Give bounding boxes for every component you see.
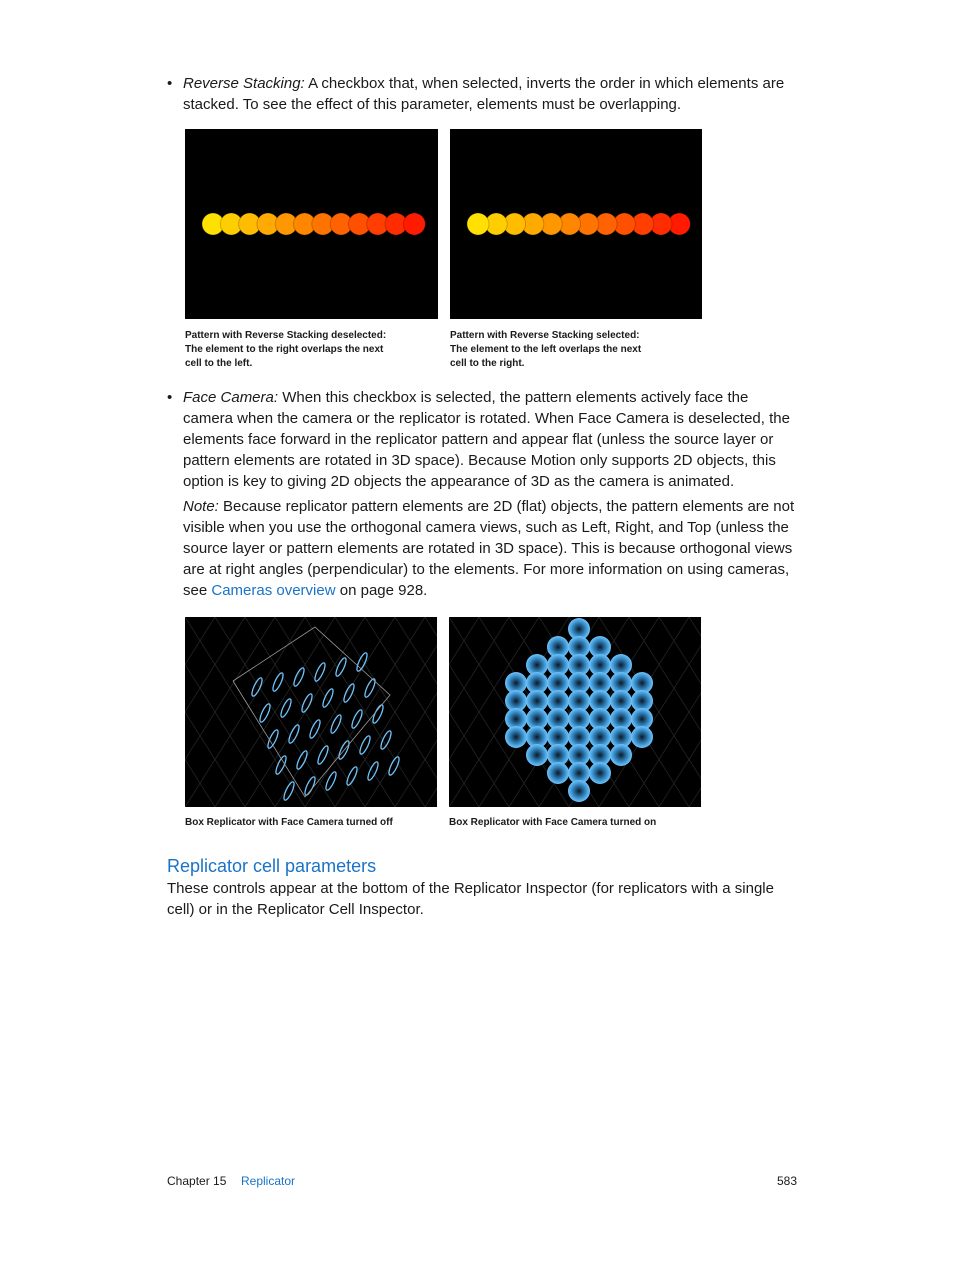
caption-line: cell to the left. (185, 358, 253, 369)
bullet-text (183, 73, 797, 115)
caption-face-camera-on: Box Replicator with Face Camera turned on (449, 817, 657, 828)
caption-line: cell to the right. (450, 358, 525, 369)
circle-row-image (450, 129, 702, 319)
caption-line: The element to the left overlaps the next (450, 344, 642, 355)
page-number: 583 (777, 1174, 798, 1188)
caption-line: Pattern with Reverse Stacking deselected: (185, 330, 387, 341)
bullet-text (183, 387, 797, 492)
replicator-circle (467, 213, 489, 235)
description-reverse-stacking: A checkbox that, when selected, inverts the order in which elements are stacked. To see the effect of this parameter, elements must be overlapping. (183, 75, 785, 113)
term-face-camera: Face Camera: (183, 389, 279, 406)
figure-face-camera-on (449, 617, 701, 807)
cameras-overview-link[interactable]: Cameras overview (211, 582, 336, 599)
caption-line: Pattern with Reverse Stacking selected: (450, 330, 640, 341)
figure-face-camera-off (185, 617, 437, 807)
section-heading: Replicator cell parameters (167, 856, 377, 876)
term-reverse-stacking: Reverse Stacking: (183, 75, 305, 92)
box-replicator-spheres-image (449, 617, 701, 807)
note-text: Because replicator pattern elements are 2D (flat) objects, the pattern elements are not visible when you use the orthogonal camera views, such as Left, Right, and Top (unless the source layer or pattern elements are rotated in 3D space). This is because orthogonal views are at right angles (perpendicular) to the elements. For more information on using cameras, see (183, 498, 795, 599)
figure-reverse-stacking-on (450, 129, 702, 319)
bullet-dot: • (167, 389, 173, 406)
caption-face-camera-off: Box Replicator with Face Camera turned off (185, 817, 393, 828)
footer-chapter-title-link[interactable]: Replicator (241, 1174, 296, 1188)
note-block (183, 496, 797, 601)
figure-reverse-stacking-off (185, 129, 438, 319)
description-face-camera: When this checkbox is selected, the pattern elements actively face the camera when the camera or the replicator is rotated. When Face Camera is deselected, the elements face forward in the replicator pattern and appear flat (unless the source layer or pattern elements are rotated in 3D space). Because Motion only supports 2D objects, this option is key to giving 2D objects the appearance of 3D as the camera is animated. (183, 389, 790, 490)
caption-reverse-stacking-on (450, 329, 700, 371)
bullet-dot: • (167, 75, 173, 92)
replicator-circle (403, 213, 425, 235)
note-after-link: on page 928. (335, 582, 428, 599)
box-replicator-flat-image (185, 617, 437, 807)
section-text: These controls appear at the bottom of the Replicator Inspector (for replicators with a single cell) or in the Replicator Cell Inspector. (167, 880, 774, 918)
caption-line: The element to the right overlaps the next (185, 344, 384, 355)
footer-chapter: Chapter 15 (167, 1174, 227, 1188)
note-label: Note: (183, 498, 219, 515)
circle-row-image (185, 129, 438, 319)
caption-reverse-stacking-off (185, 329, 435, 371)
